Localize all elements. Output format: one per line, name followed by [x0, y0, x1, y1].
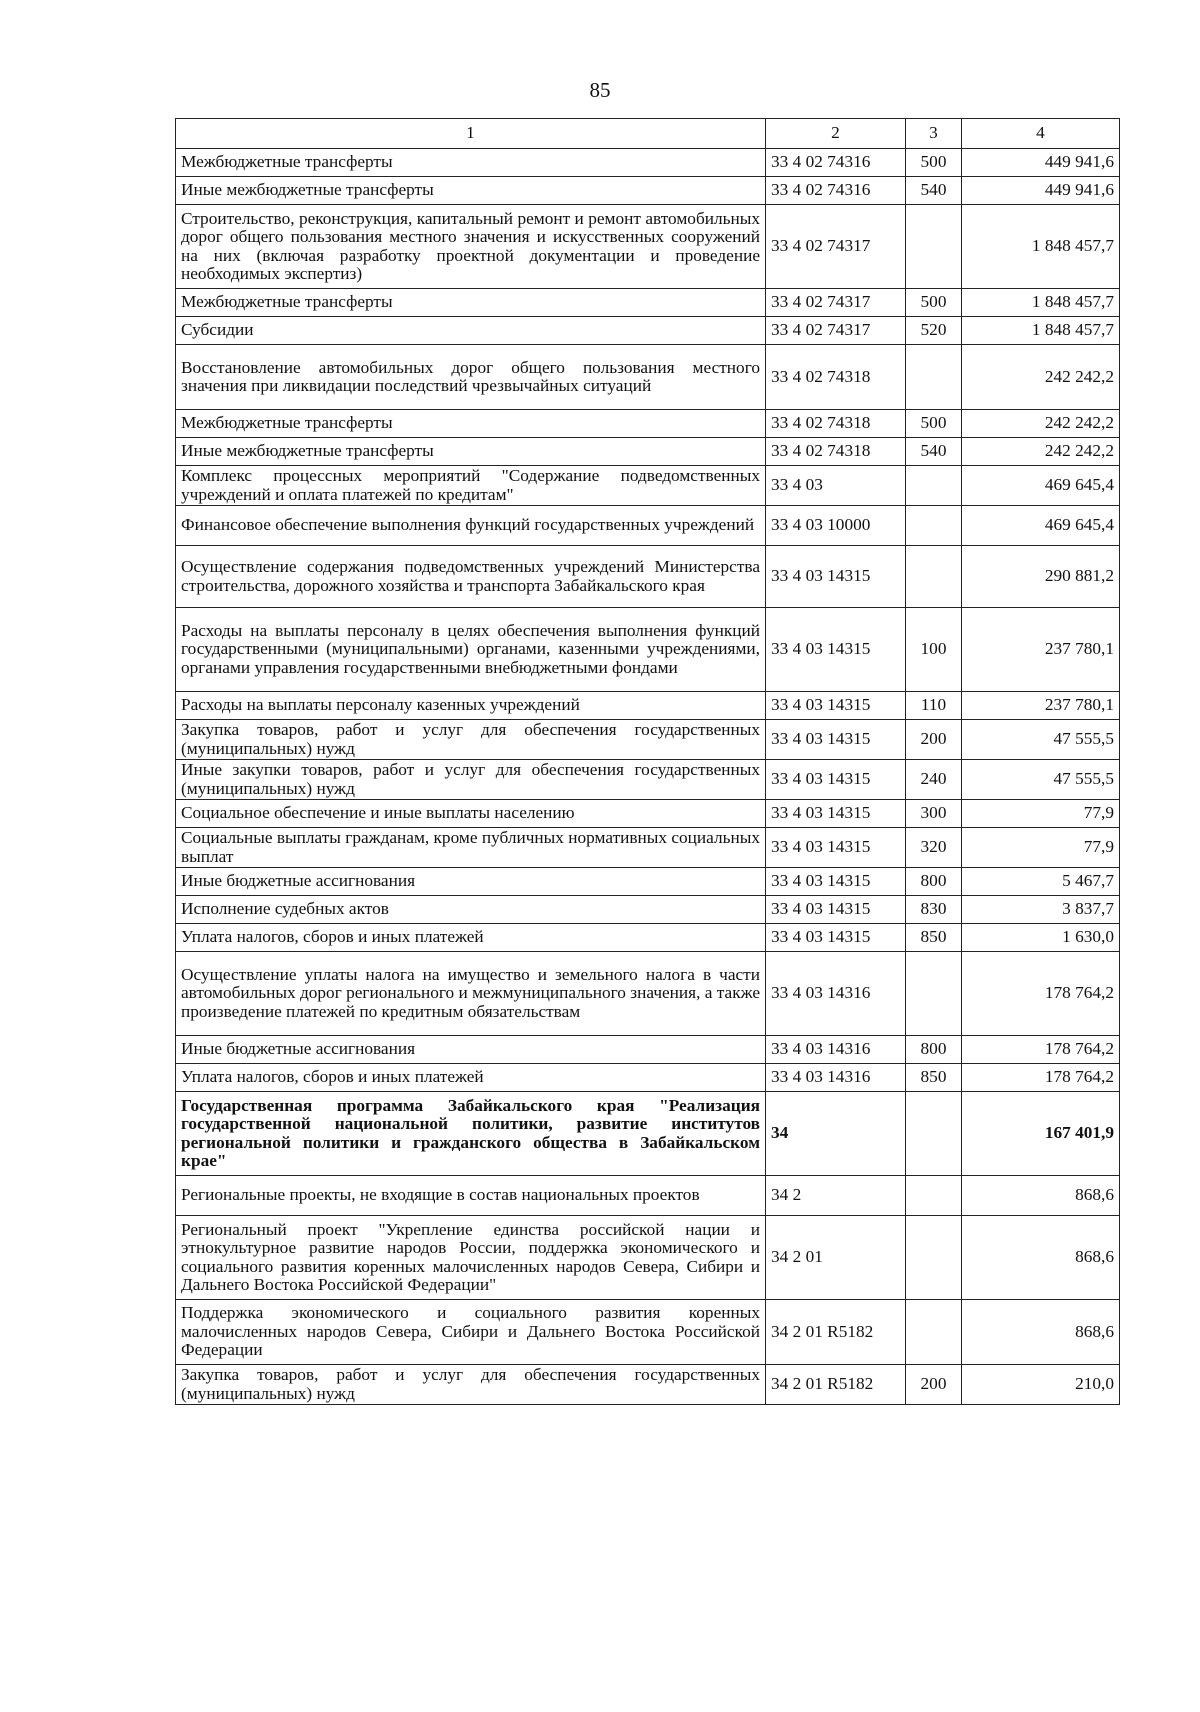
row-name-cell: Закупка товаров, работ и услуг для обеспечения государственных (муниципальных) нужд — [176, 1365, 766, 1405]
row-name-cell: Закупка товаров, работ и услуг для обеспечения государственных (муниципальных) нужд — [176, 720, 766, 760]
row-amount-cell: 1 630,0 — [962, 924, 1120, 952]
row-vr-cell: 240 — [906, 760, 962, 800]
row-name-cell: Иные бюджетные ассигнования — [176, 1036, 766, 1064]
row-vr-cell: 540 — [906, 438, 962, 466]
row-vr-cell — [906, 205, 962, 289]
table-row — [176, 608, 1120, 692]
row-name-cell: Государственная программа Забайкальского края "Реализация государственной национальной политики, развитие институтов региональной политики и гражданского общества в Забайкальском крае" — [176, 1092, 766, 1176]
row-name-cell: Финансовое обеспечение выполнения функций государственных учреждений — [176, 506, 766, 546]
row-amount-cell: 237 780,1 — [962, 608, 1120, 692]
row-vr-cell: 500 — [906, 149, 962, 177]
row-amount-cell: 469 645,4 — [962, 506, 1120, 546]
row-amount-cell: 178 764,2 — [962, 1064, 1120, 1092]
row-vr-cell — [906, 952, 962, 1036]
table-row — [176, 1036, 1120, 1064]
row-vr-cell: 850 — [906, 924, 962, 952]
row-amount-cell: 868,6 — [962, 1216, 1120, 1300]
row-code-cell: 33 4 02 74318 — [766, 345, 906, 410]
row-vr-cell — [906, 466, 962, 506]
row-code-cell: 33 4 02 74317 — [766, 317, 906, 345]
row-code-cell: 33 4 03 10000 — [766, 506, 906, 546]
row-code-cell: 33 4 03 14315 — [766, 608, 906, 692]
table-row — [176, 1365, 1120, 1405]
row-name-cell: Иные межбюджетные трансферты — [176, 438, 766, 466]
row-amount-cell: 868,6 — [962, 1176, 1120, 1216]
header-col-2: 2 — [766, 119, 906, 149]
row-amount-cell: 3 837,7 — [962, 896, 1120, 924]
row-amount-cell: 237 780,1 — [962, 692, 1120, 720]
row-vr-cell: 800 — [906, 868, 962, 896]
row-vr-cell: 800 — [906, 1036, 962, 1064]
row-code-cell: 34 — [766, 1092, 906, 1176]
table-row — [176, 289, 1120, 317]
row-code-cell: 33 4 02 74318 — [766, 438, 906, 466]
table-row — [176, 466, 1120, 506]
row-code-cell: 33 4 02 74316 — [766, 177, 906, 205]
row-vr-cell — [906, 1176, 962, 1216]
row-vr-cell: 850 — [906, 1064, 962, 1092]
row-name-cell: Межбюджетные трансферты — [176, 410, 766, 438]
row-name-cell: Иные закупки товаров, работ и услуг для обеспечения государственных (муниципальных) нужд — [176, 760, 766, 800]
row-name-cell: Иные бюджетные ассигнования — [176, 868, 766, 896]
row-vr-cell — [906, 345, 962, 410]
row-amount-cell: 77,9 — [962, 800, 1120, 828]
row-vr-cell: 520 — [906, 317, 962, 345]
row-vr-cell: 500 — [906, 410, 962, 438]
row-name-cell: Субсидии — [176, 317, 766, 345]
row-name-cell: Исполнение судебных актов — [176, 896, 766, 924]
budget-table — [175, 118, 1120, 1405]
row-code-cell: 33 4 03 14316 — [766, 1036, 906, 1064]
row-vr-cell: 200 — [906, 1365, 962, 1405]
row-amount-cell: 1 848 457,7 — [962, 317, 1120, 345]
row-amount-cell: 242 242,2 — [962, 438, 1120, 466]
row-vr-cell: 300 — [906, 800, 962, 828]
table-row — [176, 177, 1120, 205]
table-row — [176, 205, 1120, 289]
row-name-cell: Восстановление автомобильных дорог общего пользования местного значения при ликвидации последствий чрезвычайных ситуаций — [176, 345, 766, 410]
row-vr-cell — [906, 1300, 962, 1365]
row-amount-cell: 1 848 457,7 — [962, 205, 1120, 289]
row-amount-cell: 449 941,6 — [962, 177, 1120, 205]
table-row — [176, 345, 1120, 410]
table-row — [176, 149, 1120, 177]
row-amount-cell: 178 764,2 — [962, 952, 1120, 1036]
table-row — [176, 1216, 1120, 1300]
header-col-3: 3 — [906, 119, 962, 149]
row-amount-cell: 167 401,9 — [962, 1092, 1120, 1176]
table-row — [176, 546, 1120, 608]
row-vr-cell: 200 — [906, 720, 962, 760]
table-row — [176, 868, 1120, 896]
table-row — [176, 952, 1120, 1036]
row-code-cell: 33 4 03 14315 — [766, 546, 906, 608]
row-vr-cell: 500 — [906, 289, 962, 317]
row-code-cell: 33 4 03 14315 — [766, 720, 906, 760]
row-amount-cell: 1 848 457,7 — [962, 289, 1120, 317]
row-code-cell: 33 4 03 14315 — [766, 896, 906, 924]
row-amount-cell: 178 764,2 — [962, 1036, 1120, 1064]
row-amount-cell: 5 467,7 — [962, 868, 1120, 896]
table-row — [176, 1064, 1120, 1092]
table-row — [176, 720, 1120, 760]
row-code-cell: 34 2 01 R5182 — [766, 1365, 906, 1405]
row-code-cell: 33 4 03 14315 — [766, 868, 906, 896]
table-row — [176, 924, 1120, 952]
table-row — [176, 896, 1120, 924]
row-name-cell: Уплата налогов, сборов и иных платежей — [176, 924, 766, 952]
row-code-cell: 34 2 01 — [766, 1216, 906, 1300]
table-row — [176, 1092, 1120, 1176]
row-amount-cell: 868,6 — [962, 1300, 1120, 1365]
row-code-cell: 33 4 03 14315 — [766, 692, 906, 720]
row-code-cell: 33 4 02 74317 — [766, 289, 906, 317]
row-vr-cell: 830 — [906, 896, 962, 924]
table-row — [176, 410, 1120, 438]
row-code-cell: 33 4 03 14316 — [766, 1064, 906, 1092]
row-code-cell: 34 2 — [766, 1176, 906, 1216]
row-name-cell: Расходы на выплаты персоналу в целях обеспечения выполнения функций государственными (муниципальными) органами, казенными учреждениями, органами управления государственными внебюджетными фондами — [176, 608, 766, 692]
page-number: 85 — [589, 78, 611, 102]
row-amount-cell: 47 555,5 — [962, 720, 1120, 760]
table-row — [176, 692, 1120, 720]
table-row — [176, 438, 1120, 466]
header-row — [176, 119, 1120, 149]
table-row — [176, 828, 1120, 868]
row-amount-cell: 242 242,2 — [962, 345, 1120, 410]
row-amount-cell: 210,0 — [962, 1365, 1120, 1405]
row-name-cell: Поддержка экономического и социального развития коренных малочисленных народов Севера, Сибири и Дальнего Востока Российской Федерации — [176, 1300, 766, 1365]
row-amount-cell: 290 881,2 — [962, 546, 1120, 608]
row-code-cell: 33 4 03 14315 — [766, 924, 906, 952]
row-vr-cell — [906, 1216, 962, 1300]
row-name-cell: Иные межбюджетные трансферты — [176, 177, 766, 205]
row-name-cell: Региональные проекты, не входящие в состав национальных проектов — [176, 1176, 766, 1216]
row-name-cell: Межбюджетные трансферты — [176, 289, 766, 317]
row-vr-cell: 100 — [906, 608, 962, 692]
row-name-cell: Расходы на выплаты персоналу казенных учреждений — [176, 692, 766, 720]
row-name-cell: Строительство, реконструкция, капитальный ремонт и ремонт автомобильных дорог общего пользования местного значения и искусственных сооружений на них (включая разработку проектной документации и проведение необходимых экспертиз) — [176, 205, 766, 289]
table-row — [176, 317, 1120, 345]
row-name-cell: Социальное обеспечение и иные выплаты населению — [176, 800, 766, 828]
row-vr-cell — [906, 546, 962, 608]
table-row — [176, 1176, 1120, 1216]
table-row — [176, 1300, 1120, 1365]
row-name-cell: Региональный проект "Укрепление единства российской нации и этнокультурное развитие народов России, поддержка экономического и социального развития коренных малочисленных народов Севера, Сибири и Дальнего Востока Российской Федерации" — [176, 1216, 766, 1300]
row-code-cell: 33 4 03 — [766, 466, 906, 506]
table-row — [176, 760, 1120, 800]
row-amount-cell: 449 941,6 — [962, 149, 1120, 177]
table-row — [176, 506, 1120, 546]
row-amount-cell: 242 242,2 — [962, 410, 1120, 438]
row-name-cell: Осуществление уплаты налога на имущество и земельного налога в части автомобильных дорог регионального и межмуниципального значения, а также произведение платежей по кредитным обязательствам — [176, 952, 766, 1036]
row-name-cell: Социальные выплаты гражданам, кроме публичных нормативных социальных выплат — [176, 828, 766, 868]
row-vr-cell — [906, 506, 962, 546]
row-amount-cell: 469 645,4 — [962, 466, 1120, 506]
header-col-4: 4 — [962, 119, 1120, 149]
row-name-cell: Уплата налогов, сборов и иных платежей — [176, 1064, 766, 1092]
row-amount-cell: 77,9 — [962, 828, 1120, 868]
row-vr-cell — [906, 1092, 962, 1176]
row-code-cell: 33 4 03 14315 — [766, 828, 906, 868]
row-vr-cell: 540 — [906, 177, 962, 205]
row-code-cell: 33 4 02 74318 — [766, 410, 906, 438]
row-amount-cell: 47 555,5 — [962, 760, 1120, 800]
row-code-cell: 33 4 03 14316 — [766, 952, 906, 1036]
row-name-cell: Межбюджетные трансферты — [176, 149, 766, 177]
row-code-cell: 33 4 02 74316 — [766, 149, 906, 177]
row-vr-cell: 320 — [906, 828, 962, 868]
row-code-cell: 34 2 01 R5182 — [766, 1300, 906, 1365]
row-code-cell: 33 4 03 14315 — [766, 800, 906, 828]
row-code-cell: 33 4 02 74317 — [766, 205, 906, 289]
row-name-cell: Комплекс процессных мероприятий "Содержание подведомственных учреждений и оплата платежей по кредитам" — [176, 466, 766, 506]
table-row — [176, 800, 1120, 828]
row-vr-cell: 110 — [906, 692, 962, 720]
row-code-cell: 33 4 03 14315 — [766, 760, 906, 800]
header-col-1: 1 — [176, 119, 766, 149]
row-name-cell: Осуществление содержания подведомственных учреждений Министерства строительства, дорожного хозяйства и транспорта Забайкальского края — [176, 546, 766, 608]
